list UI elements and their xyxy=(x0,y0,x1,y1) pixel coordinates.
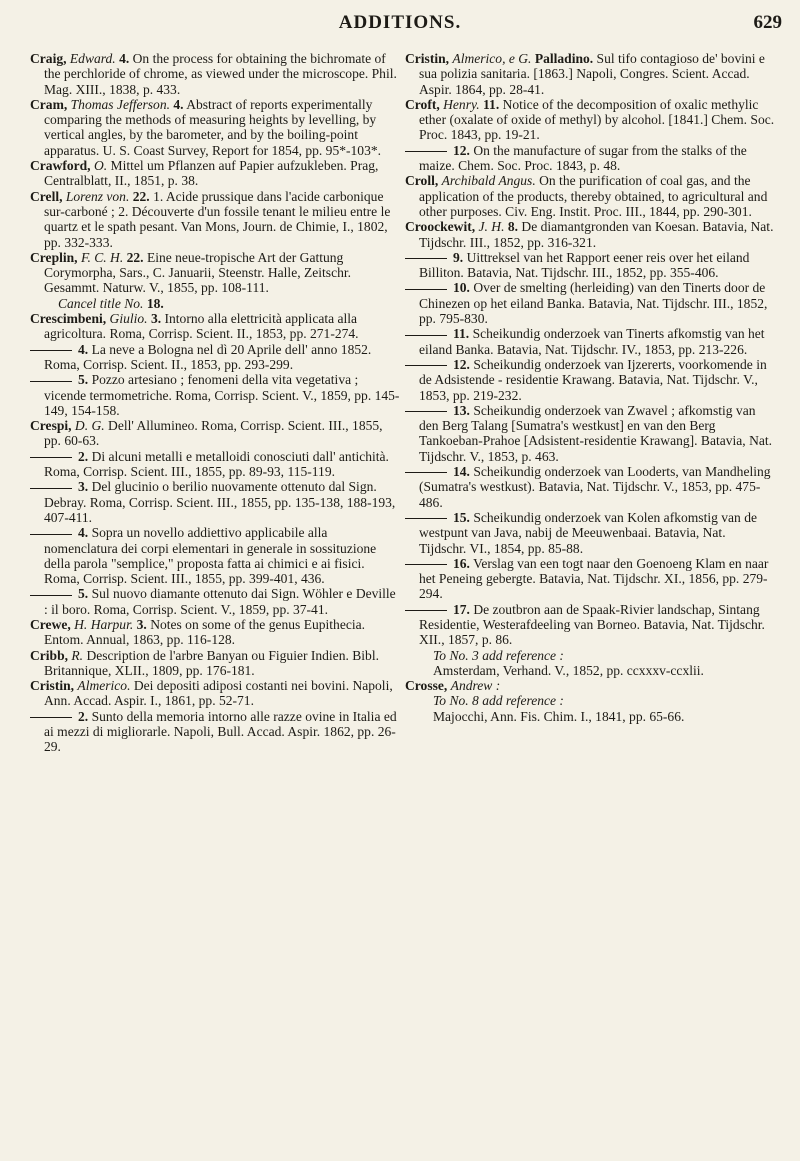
add-reference-text: Amsterdam, Verhand. V., 1852, pp. ccxxxv-ccxlii. xyxy=(433,662,704,678)
author-surname: Cristin, xyxy=(405,51,450,66)
author-surname: Cram, xyxy=(30,96,68,112)
entry-number: 14. xyxy=(453,464,470,480)
entry-text: Sopra un novello addiettivo applicabile alla nomenclatura dei corpi elementari in generale in sossituzione della parola "semplice," proposta fatta ai chimici e ai fisici. Roma, Corrisp. Scient. III., 1855, pp. 399-401, 436. xyxy=(44,525,377,587)
entry-number: 4. xyxy=(173,96,184,112)
entry-text: Notice of the decomposition of oxalic methylic ether (oxalate of oxide of methyl) by alcohol. [1841.] Chem. Soc. Proc. 1843, pp. 19-21. xyxy=(419,96,775,143)
author-forename: Almerico, e G. xyxy=(452,51,532,66)
entry-text: Mittel um Pflanzen auf Papier aufzukleben. Prag, Centralblatt, II., 1851, p. 38. xyxy=(44,158,379,189)
author-surname: Cribb, xyxy=(30,647,69,663)
ditto-rule xyxy=(405,411,447,412)
ditto-rule xyxy=(30,350,72,351)
entry-text: Verslag van een togt naar den Goenoeng Klam en naar het Peneing gebergte. Batavia, Nat. Tijdschr. XI., 1856, pp. 279-294. xyxy=(419,555,769,602)
entry-number: 2. xyxy=(78,448,89,464)
entry-text: Scheikundig onderzoek van Looderts, van Mandheling (Sumatra's westkust). Batavia, Nat. Tijdschr. V., 1853, pp. 475-486. xyxy=(419,464,771,510)
bibliography-subentry xyxy=(405,357,775,403)
bibliography-entry xyxy=(30,617,400,648)
ditto-rule xyxy=(405,518,447,519)
author-forename: Henry. xyxy=(443,96,480,112)
cancel-text: Cancel title No. xyxy=(58,295,144,311)
ditto-rule xyxy=(30,381,72,382)
entry-text: On the purification of coal gas, and the application of the products, thereby obtained, to agricultural and other purposes. Civ. Eng. Instit. Proc. III., 1844, pp. 290-301. xyxy=(419,173,768,219)
bibliography-entry xyxy=(30,250,400,296)
entry-number: 15. xyxy=(453,509,470,525)
bibliography-subentry xyxy=(405,326,775,357)
author-forename: D. G. xyxy=(74,418,105,434)
entry-text: Scheikundig onderzoek van Kolen afkomstig van de westpunt van Java, nabij de Meeuwenbaai. Batavia, Nat. Tijdschr. VI., 1854, pp. 85-88. xyxy=(419,509,757,556)
author-forename: Andrew : xyxy=(450,678,501,694)
entry-text: Sul nuovo diamante ottenuto dai Sign. Wöhler e Deville : il boro. Roma, Corrisp. Scient. V., 1859, pp. 37-41. xyxy=(44,586,396,617)
author-forename: O. xyxy=(93,158,108,174)
entry-number: 10. xyxy=(453,280,470,296)
bibliography-subentry xyxy=(405,403,775,464)
entry-number: 22. xyxy=(126,249,144,265)
entry-text: Sunto della memoria intorno alle razze ovine in Italia ed ai mezzi di migliorarle. Napoli, Bull. Accad. Aspir. 1862, pp. 26-29. xyxy=(44,708,397,755)
entry-number: 11. xyxy=(483,96,500,112)
entry-text: On the manufacture of sugar from the stalks of the maize. Chem. Soc. Proc. 1843, p. 48. xyxy=(419,142,747,174)
entry-text: Abstract of reports experimentally comparing the methods of measuring heights by levelling, by vertical angles, by the barometer, and by the boiling-point apparatus. U. S. Coast Survey, Report for 1854, pp. 95*-103*. xyxy=(44,96,381,158)
author-forename: Edward. xyxy=(69,51,116,66)
bibliography-subentry xyxy=(405,143,775,174)
cancel-note xyxy=(30,296,400,311)
author-forename: F. C. H. xyxy=(80,249,124,265)
bibliography-subentry xyxy=(405,510,775,556)
bibliography-entry xyxy=(405,678,775,693)
ditto-rule xyxy=(405,365,447,366)
add-reference-label: To No. 8 add reference : xyxy=(433,693,564,709)
author-surname: Cristin, xyxy=(30,678,75,694)
author-surname: Crawford, xyxy=(30,158,91,174)
bibliography-entry xyxy=(30,51,400,97)
add-reference-label: To No. 3 add reference : xyxy=(433,647,564,663)
bibliography-entry xyxy=(30,189,400,250)
entry-number: 12. xyxy=(453,356,470,372)
entry-number: 13. xyxy=(453,402,470,418)
author-surname: Croll, xyxy=(405,173,439,189)
author-surname: Crell, xyxy=(30,188,63,204)
entry-number: 2. xyxy=(78,708,89,724)
author-surname: Crewe, xyxy=(30,616,71,632)
bibliography-subentry xyxy=(30,525,400,586)
add-reference-note xyxy=(405,693,775,724)
author-forename: Giulio. xyxy=(109,311,148,327)
bibliography-entry xyxy=(30,418,400,449)
entry-number: 11. xyxy=(453,326,470,342)
ditto-rule xyxy=(405,151,447,152)
entry-number: 18. xyxy=(146,295,164,311)
author-forename: Lorenz von. xyxy=(65,188,130,204)
bibliography-entry xyxy=(30,97,400,158)
entry-number: 3. xyxy=(78,479,89,495)
entry-text: Scheikundig onderzoek van Zwavel ; afkomstig van den Berg Talang [Sumatra's westkust] en van den Berg Tankoeban-Prahoe [Adsistent-residentie Krawang]. Batavia, Nat. Tijdschr. V., 1853, p. 463. xyxy=(419,402,773,464)
entry-text: Intorno alla elettricità applicata alla agricoltura. Roma, Corrisp. Scient. II., 1853, pp. 271-274. xyxy=(44,311,359,342)
ditto-rule xyxy=(405,472,447,473)
bibliography-entry xyxy=(30,311,400,342)
ditto-rule xyxy=(405,610,447,611)
bibliography-subentry xyxy=(405,250,775,281)
entry-text: Del glucinio o berilio nuovamente ottenuto dal Sign. Debray. Roma, Corrisp. Scient. III., 1855, pp. 135-138, 188-193, 407-411. xyxy=(44,479,396,525)
bibliography-subentry xyxy=(405,280,775,326)
entry-number: 3. xyxy=(136,616,147,632)
entry-text: Dei depositi adiposi costanti nei bovini. Napoli, Ann. Accad. Aspir. I., 1861, pp. 52-71. xyxy=(44,678,393,709)
entry-text: Sul tifo contagioso de' bovini e sua polizia sanitaria. [1863.] Napoli, Congres. Scient. Accad. Aspir. 1864, pp. 28-41. xyxy=(419,51,765,97)
ditto-rule xyxy=(405,335,447,336)
bibliography-subentry xyxy=(405,602,775,648)
author-forename: R. xyxy=(71,647,84,663)
entry-text: Dell' Allumineo. Roma, Corrisp. Scient. III., 1855, pp. 60-63. xyxy=(44,418,383,449)
bibliography-subentry xyxy=(30,449,400,480)
author-forename: Almerico. xyxy=(77,678,131,694)
entry-text: Pozzo artesiano ; fenomeni della vita vegetativa ; vicende termometriche. Roma, Corrisp. Scient. V., 1859, pp. 145-149, 154-158. xyxy=(44,372,400,418)
entry-text: De diamantgronden van Koesan. Batavia, Nat. Tijdschr. III., 1852, pp. 316-321. xyxy=(419,219,774,250)
entry-number: 4. xyxy=(78,525,89,541)
author-forename: Thomas Jefferson. xyxy=(70,96,170,112)
page-header xyxy=(0,12,800,42)
entry-text: Notes on some of the genus Eupithecia. Entom. Annual, 1863, pp. 116-128. xyxy=(44,616,366,648)
entry-text: Over de smelting (herleiding) van den Tinerts door de Chinezen op het eiland Banka. Batavia, Nat. Tijdschr. III., 1852, pp. 795-830. xyxy=(419,280,768,327)
entry-number: 22. xyxy=(132,188,150,204)
entry-text: Description de l'arbre Banyan ou Figuier Indien. Bibl. Britannique, XLII., 1809, pp. 176-181. xyxy=(44,647,379,678)
entry-text: De zoutbron aan de Spaak-Rivier landschap, Sintang Residentie, Westerafdeeling van Borneo. Batavia, Nat. Tijdschr. XII., 1857, p. 86. xyxy=(419,601,765,648)
entry-text: On the process for obtaining the bichromate of the perchloride of chrome, as viewed under the microscope. Phil. Mag. XIII., 1838, p. 433. xyxy=(44,51,397,97)
ditto-rule xyxy=(30,488,72,489)
entry-text: Di alcuni metalli e metalloidi conosciuti dall' antichità. Roma, Corrisp. Scient. III., 1855, pp. 89-93, 115-119. xyxy=(44,448,389,480)
ditto-rule xyxy=(405,289,447,290)
bibliography-subentry xyxy=(405,464,775,510)
bibliography-subentry xyxy=(30,342,400,373)
ditto-rule xyxy=(405,564,447,565)
author-surname: Crosse, xyxy=(405,678,448,694)
entry-number: 16. xyxy=(453,555,470,571)
entry-number: 5. xyxy=(78,586,89,602)
bibliography-subentry xyxy=(30,479,400,525)
running-title: ADDITIONS. xyxy=(338,12,462,33)
entry-number: 8. xyxy=(507,219,519,235)
entry-text: Scheikundig onderzoek van Ijzererts, voorkomende in de Adsistende - residentie Krawang. Batavia, Nat. Tijdschr. V., 1853, pp. 219-232. xyxy=(419,356,767,403)
right-column xyxy=(405,51,775,724)
entry-text: Scheikundig onderzoek van Tinerts afkomstig van het eiland Banka. Batavia, Nat. Tijdschr. IV., 1853, pp. 213-226. xyxy=(419,326,765,357)
entry-number: 5. xyxy=(78,372,89,388)
entry-text: Uittreksel van het Rapport eener reis over het eiland Billiton. Batavia, Nat. Tijdschr. III., 1852, pp. 355-406. xyxy=(419,249,750,281)
author-surname: Craig, xyxy=(30,51,67,66)
bibliography-subentry xyxy=(405,556,775,602)
bibliography-subentry xyxy=(30,586,400,617)
author-surname: Croockewit, xyxy=(405,219,476,235)
page-number: 629 xyxy=(753,12,782,33)
author-forename: Archibald Angus. xyxy=(441,173,536,189)
left-column xyxy=(30,51,400,755)
ditto-rule xyxy=(405,258,447,259)
bibliography-entry xyxy=(405,51,775,97)
ditto-rule xyxy=(30,595,72,596)
bibliography-subentry xyxy=(30,709,400,755)
entry-number: 4. xyxy=(119,51,130,66)
bibliography-subentry xyxy=(30,372,400,418)
bibliography-entry xyxy=(405,173,775,219)
entry-number: 4. xyxy=(78,341,89,357)
entry-number: 3. xyxy=(150,311,162,327)
ditto-rule xyxy=(30,534,72,535)
entry-text: 1. Acide prussique dans l'acide carbonique sur-carboné ; 2. Découverte d'un fossile tenant le milieu entre le quartz et le spath pesant. Van Mons, Journ. de Chimie, I., 1802, pp. 332-333. xyxy=(44,188,391,250)
bibliography-entry xyxy=(30,678,400,709)
bibliography-entry xyxy=(30,158,400,189)
add-reference-note xyxy=(405,648,775,679)
author-forename: H. Harpur. xyxy=(74,616,134,632)
entry-number: Palladino. xyxy=(534,51,594,66)
ditto-rule xyxy=(30,457,72,458)
bibliography-entry xyxy=(405,97,775,143)
entry-text: Eine neue-tropische Art der Gattung Corymorpha, Sars., C. Januarii, Steenstr. Halle, Zeitschr. Gesammt. Naturw. V., 1855, pp. 108-111. xyxy=(44,249,352,296)
bibliography-entry xyxy=(405,219,775,250)
author-surname: Croft, xyxy=(405,96,440,112)
author-surname: Crescimbeni, xyxy=(30,311,107,327)
add-reference-text: Majocchi, Ann. Fis. Chim. I., 1841, pp. 65-66. xyxy=(433,708,685,724)
bibliography-entry xyxy=(30,648,400,679)
entry-number: 9. xyxy=(453,249,464,265)
author-forename: J. H. xyxy=(478,219,505,235)
ditto-rule xyxy=(30,717,72,718)
entry-text: La neve a Bologna nel dì 20 Aprile dell' anno 1852. Roma, Corrisp. Scient. II., 1853, pp. 293-299. xyxy=(44,341,372,372)
entry-number: 17. xyxy=(453,601,470,617)
entry-number: 12. xyxy=(453,142,470,158)
author-surname: Crespi, xyxy=(30,418,72,434)
author-surname: Creplin, xyxy=(30,249,78,265)
